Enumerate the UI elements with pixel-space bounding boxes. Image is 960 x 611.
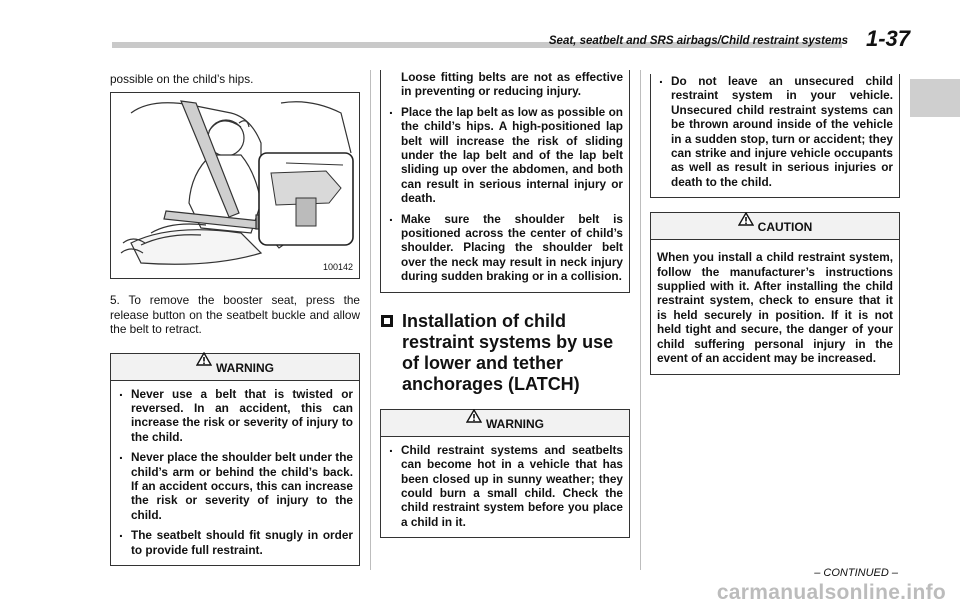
warning-item: . Never use a belt that is twisted or reversed. In an accident, this can increase the risk or severity of injury to the child. [117,387,353,445]
warning-header [381,410,629,437]
step-5-text: 5. To remove the booster seat, press the release button on the seatbelt buckle and allow the belt to retract. [110,293,360,337]
section-square-icon [380,314,394,328]
section-heading-text: Installation of child restraint systems by use of lower and tether anchorages (LATCH) [402,310,614,394]
caution-box [650,212,900,374]
page-number: 1-37 [865,26,910,51]
column-divider [640,70,641,570]
warning-triangle-icon [196,352,212,366]
child-booster-seat-illustration [111,93,359,278]
warning-item: . Place the lap belt as low as possible on the child’s hips. A high-positioned lap belt will increase the risk of sliding under the lap belt and of the lap belt sliding up over the abdomen, and both can result in serious internal injury or death. [387,105,623,206]
watermark: carmanualsonline.info [716,581,946,604]
warning-continued-text: Loose fitting belts are not as effective in preventing or reducing injury. [401,70,623,99]
warning-box [380,409,630,538]
warning-item: . Do not leave an unsecured child restraint system in your vehicle. Unsecured child restraint systems can be thrown around inside of the vehicle in a sudden stop, turn or accident; they can strike and injure vehicle occupants as well as result in serious injuries or death to the child. [657,74,893,189]
running-title: Seat, seatbelt and SRS airbags/Child restraint systems [548,35,848,47]
caution-title: CAUTION [757,220,813,235]
continued-label: – CONTINUED – [814,567,898,579]
warning-item: . Child restraint systems and seatbelts can become hot in a vehicle that has been closed up in sunny weather; they could burn a small child. Check the child restraint system before you place a child in it. [387,443,623,529]
figure-id: 100142 [322,262,353,272]
warning-item: . The seatbelt should fit snugly in order to provide full restraint. [117,528,353,557]
warning-box [110,353,360,566]
warning-box-continued [380,70,630,293]
booster-seat-figure [110,92,360,279]
caution-triangle-icon [738,212,754,226]
column-1 [110,70,360,566]
column-2 [380,70,630,538]
warning-header [111,354,359,381]
warning-item: . Never place the shoulder belt under the child’s arm or behind the child’s back. If an accident occurs, this can increase the risk or severity of injury to the child. [117,450,353,522]
warning-title: WARNING [486,416,544,431]
caution-header [651,213,899,240]
column-3 [650,70,900,375]
body-text: possible on the child’s hips. [110,72,254,86]
section-heading [380,311,630,395]
warning-box-continued [650,74,900,198]
warning-item: . Make sure the shoulder belt is positioned across the center of child’s shoulder. Placing the shoulder belt over the neck may result in neck injury during sudden braking or in a collision. [387,212,623,284]
warning-triangle-icon [466,409,482,423]
thumb-index-tab [910,79,960,117]
caution-body: When you install a child restraint system, follow the manufacturer’s instructions supplied with it. After installing the child restraint system, check to ensure that it is held securely in position. If it is not held tight and secure, the danger of your child suffering personal injury in the event of an accident may be increased. [657,250,893,366]
column-divider [370,70,371,570]
warning-title: WARNING [216,360,274,375]
